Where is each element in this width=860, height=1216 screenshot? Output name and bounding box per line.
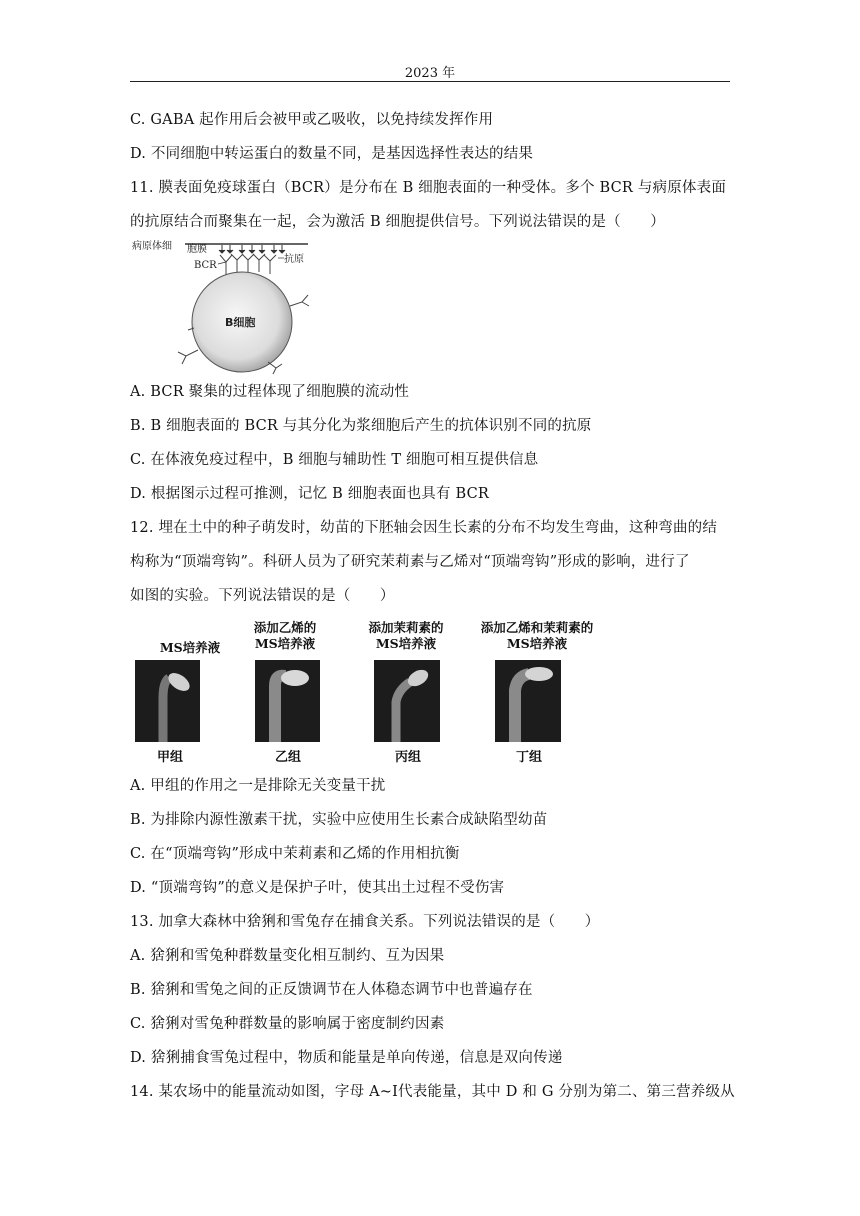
group-label-jia: 甲组 [156, 750, 183, 765]
seedling-figure [130, 618, 600, 768]
question-12-stem-3: 如图的实验。下列说法错误的是（ ） [130, 588, 395, 604]
question-12-stem-2: 构称为“顶端弯钩”。科研人员为了研究茉莉素与乙烯对“顶端弯钩”形成的影响，进行了 [130, 554, 690, 570]
header-divider [130, 81, 730, 82]
antigen-marks [219, 245, 285, 253]
option-d-q12: D. “顶端弯钩”的意义是保护子叶，使其出土过程不受伤害 [130, 880, 505, 896]
group-label-bing: 丙组 [394, 750, 421, 765]
label-membrane: 胞膜 [187, 244, 207, 255]
panel-title-ding: 添加乙烯和茉莉素的 MS培养液 [480, 620, 594, 651]
label-bcell: B细胞 [225, 316, 256, 329]
group-label-yi: 乙组 [274, 750, 301, 765]
question-11-stem-1: 11. 膜表面免疫球蛋白（BCR）是分布在 B 细胞表面的一种受体。多个 BCR 与病原体表面 [130, 180, 727, 196]
panel-title-bing: 添加茉莉素的 MS培养液 [368, 620, 444, 651]
option-b-q12: B. 为排除内源性激素干扰，实验中应使用生长素合成缺陷型幼苗 [130, 812, 548, 828]
option-a-q11: A. BCR 聚集的过程体现了细胞膜的流动性 [130, 384, 410, 400]
bcr-pointer [218, 262, 226, 264]
seedling-photo-ding [495, 660, 561, 742]
option-d-q10: D. 不同细胞中转运蛋白的数量不同，是基因选择性表达的结果 [130, 146, 534, 162]
group-label-ding: 丁组 [515, 750, 542, 765]
label-antigen: 抗原 [284, 254, 304, 265]
label-bcr: BCR [194, 260, 217, 271]
panel-title-yi: 添加乙烯的 MS培养液 [253, 620, 317, 651]
seedling-photo-jia [135, 660, 200, 742]
header-year: 2023 年 [404, 66, 456, 81]
bcell-diagram [130, 240, 350, 375]
seedling-photo-yi [255, 660, 320, 742]
option-d-q11: D. 根据图示过程可推测，记忆 B 细胞表面也具有 BCR [130, 486, 490, 502]
option-a-q13: A. 猞猁和雪兔种群数量变化相互制约、互为因果 [130, 948, 445, 964]
bcell-figure [130, 240, 350, 375]
panel-ding [480, 618, 607, 768]
option-b-q11: B. B 细胞表面的 BCR 与其分化为浆细胞后产生的抗体识别不同的抗原 [130, 418, 592, 434]
question-11-stem-2: 的抗原结合而聚集在一起，会为激活 B 细胞提供信号。下列说法错误的是（ ） [130, 214, 665, 230]
panel-title-jia: MS培养液 [159, 640, 221, 655]
option-c-q12: C. 在“顶端弯钩”形成中茉莉素和乙烯的作用相抗衡 [130, 846, 460, 862]
option-c-q13: C. 猞猁对雪兔种群数量的影响属于密度制约因素 [130, 1016, 445, 1032]
label-pathogen: 病原体细 [132, 241, 172, 252]
option-b-q13: B. 猞猁和雪兔之间的正反馈调节在人体稳态调节中也普遍存在 [130, 982, 533, 998]
option-d-q13: D. 猞猁捕食雪兔过程中，物质和能量是单向传递，信息是双向传递 [130, 1050, 563, 1066]
seedling-photo-bing [374, 660, 440, 742]
option-a-q12: A. 甲组的作用之一是排除无关变量干扰 [130, 778, 386, 794]
option-c-q11: C. 在体液免疫过程中，B 细胞与辅助性 T 细胞可相互提供信息 [130, 452, 539, 468]
option-c-q10: C. GABA 起作用后会被甲或乙吸收，以免持续发挥作用 [130, 112, 494, 128]
question-12-stem-1: 12. 埋在土中的种子萌发时，幼苗的下胚轴会因生长素的分布不均发生弯曲，这种弯曲的结 [130, 520, 718, 536]
question-14-stem: 14. 某农场中的能量流动如图，字母 A~I代表能量，其中 D 和 G 分别为第二、第三营养级从 [130, 1084, 735, 1100]
question-13-stem: 13. 加拿大森林中猞猁和雪兔存在捕食关系。下列说法错误的是（ ） [130, 914, 600, 930]
